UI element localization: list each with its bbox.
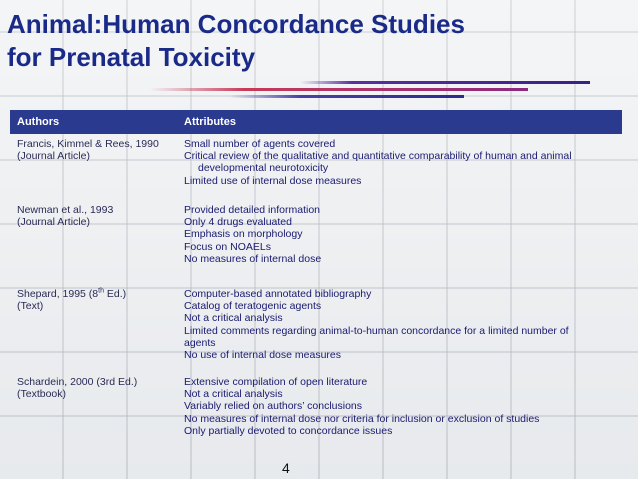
- author-citation: Schardein, 2000 (3rd Ed.): [17, 376, 138, 388]
- attribute-item-continuation: developmental neurotoxicity: [198, 162, 329, 175]
- attribute-item: Catalog of teratogenic agents: [184, 300, 322, 313]
- slide-title-line-1: Animal:Human Concordance Studies: [7, 9, 465, 39]
- attribute-item: Provided detailed information: [184, 204, 320, 216]
- header-authors: Authors: [10, 110, 177, 134]
- attributes-cell: [177, 284, 622, 372]
- table-row: [10, 372, 622, 446]
- attribute-item: Critical review of the qualitative and quantitative comparability of human and animal: [184, 150, 572, 163]
- attribute-item: Focus on NOAELs: [184, 240, 271, 253]
- author-citation-part: Shepard, 1995 (8: [17, 288, 99, 300]
- author-source-type: (Textbook): [17, 388, 67, 401]
- attribute-item: Limited comments regarding animal-to-human concordance for a limited number of: [184, 324, 569, 337]
- attribute-item: Extensive compilation of open literature: [184, 376, 368, 388]
- attributes-cell: [177, 372, 622, 446]
- author-citation: [17, 288, 170, 300]
- author-citation: Newman et al., 1993: [17, 204, 114, 216]
- attribute-item: Only partially devoted to concordance issues: [184, 424, 393, 437]
- attribute-item: Small number of agents covered: [184, 138, 336, 150]
- author-cell: [10, 284, 177, 372]
- author-source-type: (Journal Article): [17, 150, 90, 163]
- author-cell: [10, 372, 177, 446]
- author-citation: Francis, Kimmel & Rees, 1990: [17, 138, 159, 150]
- edition-superscript: th: [98, 287, 104, 295]
- attribute-item: Not a critical analysis: [184, 312, 283, 325]
- attribute-item: Emphasis on morphology: [184, 228, 303, 241]
- author-cell: [10, 200, 177, 284]
- table-row: [10, 284, 622, 372]
- author-source-type: (Text): [17, 300, 44, 313]
- decorative-rule-2: [150, 88, 528, 91]
- decorative-rule-1: [300, 81, 590, 84]
- decorative-rule-3: [230, 95, 464, 98]
- attribute-item: Variably relied on authors’ conclusions: [184, 400, 363, 413]
- attribute-item-continuation: agents: [184, 336, 216, 349]
- attribute-item: Computer-based annotated bibliography: [184, 288, 372, 300]
- table-row: [10, 200, 622, 284]
- attributes-cell: [177, 200, 622, 284]
- author-citation-part: Ed.): [104, 288, 127, 300]
- table-header-row: [10, 110, 622, 134]
- attribute-item: No use of internal dose measures: [184, 349, 342, 362]
- author-source-type: (Journal Article): [17, 216, 90, 229]
- header-attributes: Attributes: [177, 110, 622, 134]
- table-row: [10, 134, 622, 200]
- concordance-studies-table: [10, 110, 622, 446]
- slide-title: [7, 8, 465, 74]
- author-cell: [10, 134, 177, 200]
- slide-title-line-2: for Prenatal Toxicity: [7, 42, 256, 72]
- attribute-item: Only 4 drugs evaluated: [184, 216, 292, 229]
- attributes-cell: [177, 134, 622, 200]
- attribute-item: No measures of internal dose: [184, 252, 322, 265]
- attribute-item: No measures of internal dose nor criteria for inclusion or exclusion of studies: [184, 412, 540, 425]
- attribute-item: Not a critical analysis: [184, 388, 283, 401]
- attribute-item: Limited use of internal dose measures: [184, 174, 362, 187]
- page-number: 4: [282, 460, 290, 476]
